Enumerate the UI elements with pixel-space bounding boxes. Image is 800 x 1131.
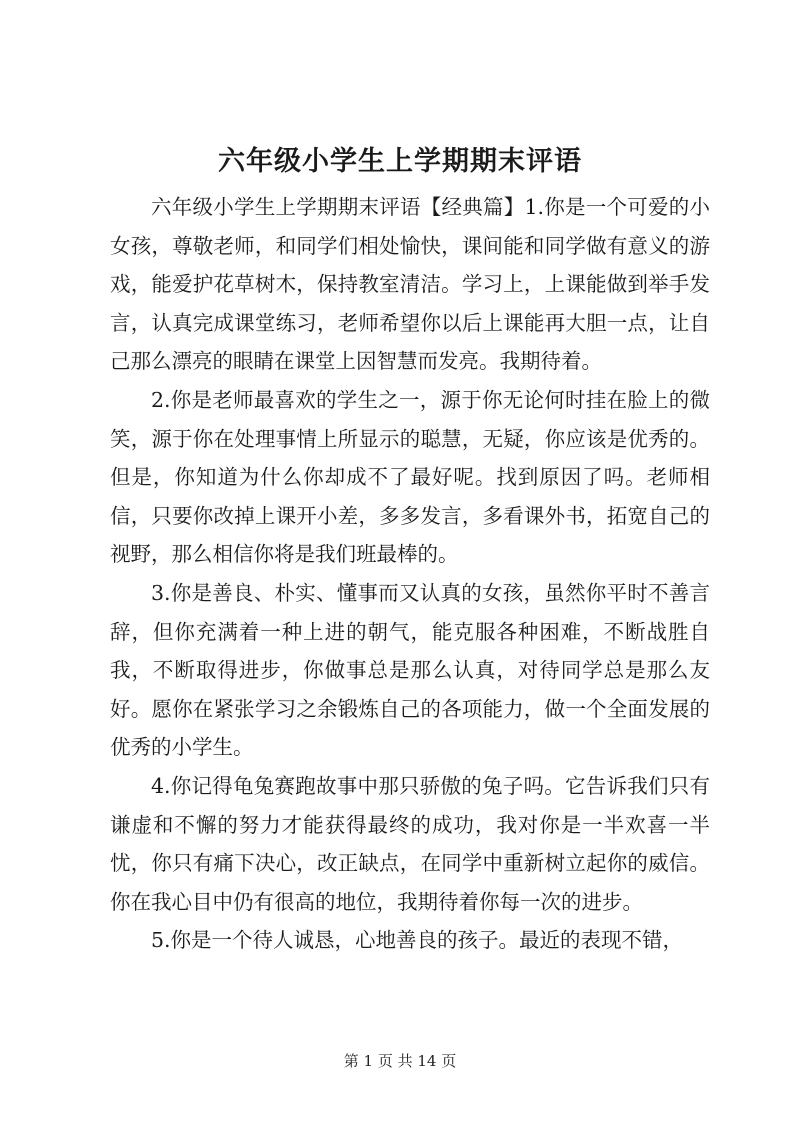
paragraph-1: 六年级小学生上学期期末评语【经典篇】1.你是一个可爱的小女孩，尊敬老师，和同学们相处愉快，课间能和同学做有意义的游戏，能爱护花草树木，保持教室清洁。学习上，上课能做到举手发言，认真完成课堂练习，老师希望你以后上课能再大胆一点，让自己那么漂亮的眼睛在课堂上因智慧而发亮。我期待着。 bbox=[110, 195, 710, 374]
page-footer: 第 1 页 共 14 页 bbox=[343, 1052, 457, 1070]
page-title: 六年级小学生上学期期末评语 bbox=[218, 146, 582, 177]
paragraph-5: 5.你是一个待人诚恳，心地善良的孩子。最近的表现不错， bbox=[151, 928, 684, 953]
paragraph-4: 4.你记得龟兔赛跑故事中那只骄傲的兔子吗。它告诉我们只有谦虚和不懈的努力才能获得最终的成功，我对你是一半欢喜一半忧，你只有痛下决心，改正缺点，在同学中重新树立起你的威信。你在我心目中仍有很高的地位，我期待着你每一次的进步。 bbox=[110, 773, 710, 914]
paragraph-2: 2.你是老师最喜欢的学生之一，源于你无论何时挂在脸上的微笑，源于你在处理事情上所显示的聪慧，无疑，你应该是优秀的。但是，你知道为什么你却成不了最好呢。找到原因了吗。老师相信，只要你改掉上课开小差，多多发言，多看课外书，拓宽自己的视野，那么相信你将是我们班最棒的。 bbox=[110, 387, 710, 567]
document-body bbox=[110, 188, 710, 960]
paragraph-3: 3.你是善良、朴实、懂事而又认真的女孩，虽然你平时不善言辞，但你充满着一种上进的朝气，能克服各种困难，不断战胜自我，不断取得进步，你做事总是那么认真，对待同学总是那么友好。愿你在紧张学习之余锻炼自己的各项能力，做一个全面发展的优秀的小学生。 bbox=[110, 580, 710, 760]
